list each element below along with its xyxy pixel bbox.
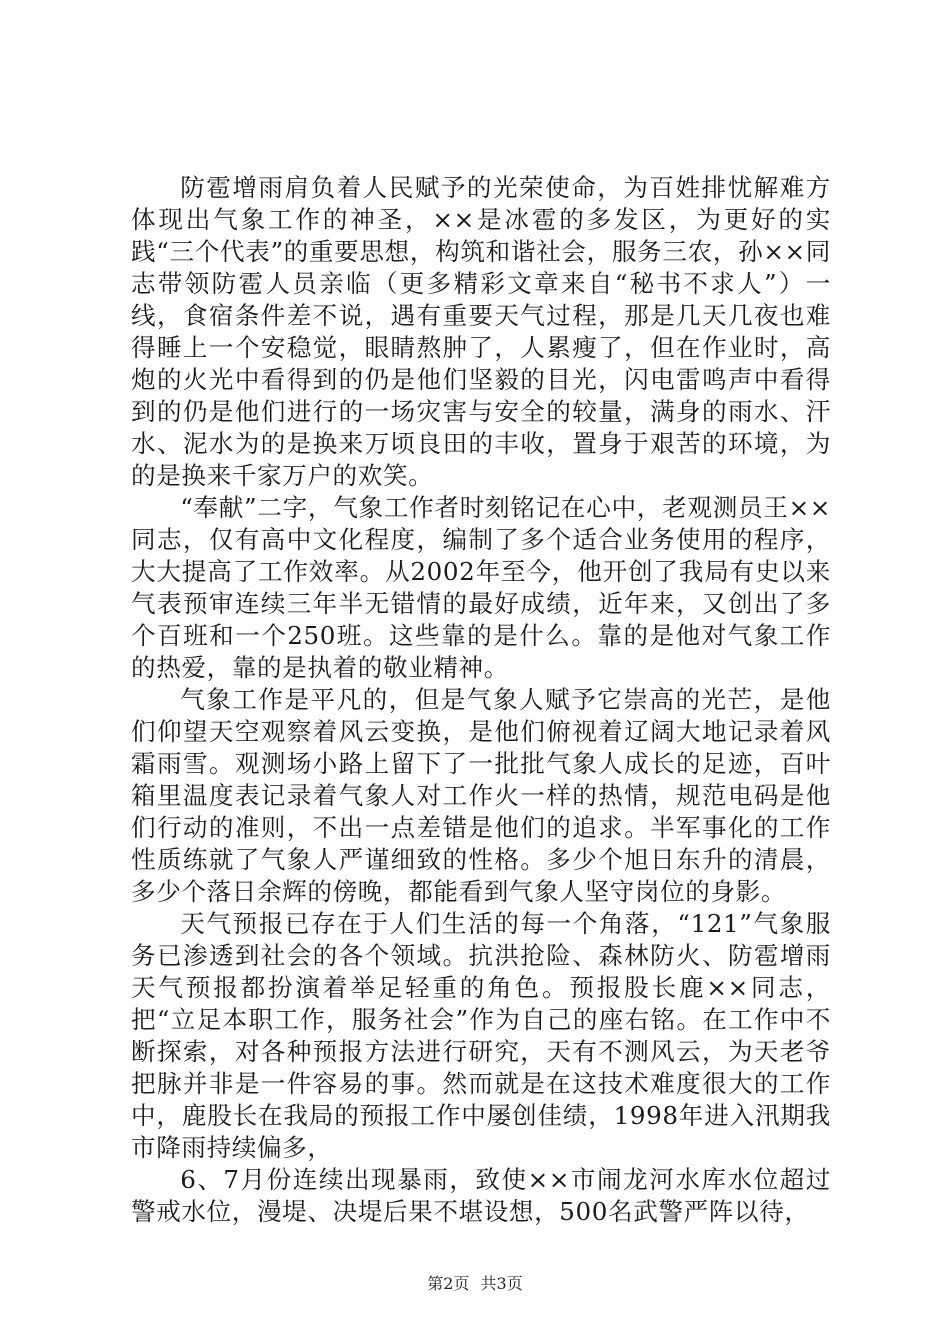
document-body: [131, 172, 831, 1228]
page-number: 第2页: [427, 1274, 470, 1293]
page-total: 共3页: [480, 1274, 523, 1293]
paragraph-hail-suppression: 防雹增雨肩负着人民赋予的光荣使命，为百姓排忧解难方体现出气象工作的神圣，××是冰雹的多发区，为更好的实践“三个代表”的重要思想，构筑和谐社会，服务三农，孙××同志带领防雹人员亲临（更多精彩文章来自“秘书不求人”）一线，食宿条件差不说，遇有重要天气过程，那是几天几夜也难得睡上一个安稳觉，眼睛熬肿了，人累瘦了，但在作业时，高炮的火光中看得到的仍是他们坚毅的目光，闪电雷鸣声中看得到的仍是他们进行的一场灾害与安全的较量，满身的雨水、汗水、泥水为的是换来万顷良田的丰收，置身于艰苦的环境，为的是换来千家万户的欢笑。: [131, 173, 831, 490]
paragraph-ordinary-work: 气象工作是平凡的，但是气象人赋予它崇高的光芒，是他们仰望天空观察着风云变换，是他们俯视着辽阔大地记录着风霜雨雪。观测场小路上留下了一批批气象人成长的足迹，百叶箱里温度表记录着气象人对工作火一样的热情，规范电码是他们行动的准则，不出一点差错是他们的追求。半军事化的工作性质练就了气象人严谨细致的性格。多少个旭日东升的清晨，多少个落日余辉的傍晚，都能看到气象人坚守岗位的身影。: [131, 685, 831, 906]
paragraph-dedication: “奉献”二字，气象工作者时刻铭记在心中，老观测员王××同志，仅有高中文化程度，编制了多个适合业务使用的程序，大大提高了工作效率。从2002年至今，他开创了我局有史以来气表预审连续三年半无错情的最好成绩，近年来，又创出了多个百班和一个250班。这些靠的是什么。靠的是他对气象工作的热爱，靠的是执着的敬业精神。: [131, 493, 831, 682]
page-footer: [0, 1273, 950, 1295]
paragraph-weather-forecast: 天气预报已存在于人们生活的每一个角落，“121”气象服务已渗透到社会的各个领域。抗洪抢险、森林防火、防雹增雨天气预报都扮演着举足轻重的角色。预报股长鹿××同志，把“立足本职工作，服务社会”作为自己的座右铭。在工作中不断探索，对各种预报方法进行研究，天有不测风云，为天老爷把脉并非是一件容易的事。然而就是在这技术难度很大的工作中，鹿股长在我局的预报工作中屡创佳绩，1998年进入汛期我市降雨持续偏多，: [131, 909, 831, 1162]
paragraph-flood-event: 6、7月份连续出现暴雨，致使××市闹龙河水库水位超过警戒水位，漫堤、决堤后果不堪设想，500名武警严阵以待，: [131, 1165, 831, 1226]
